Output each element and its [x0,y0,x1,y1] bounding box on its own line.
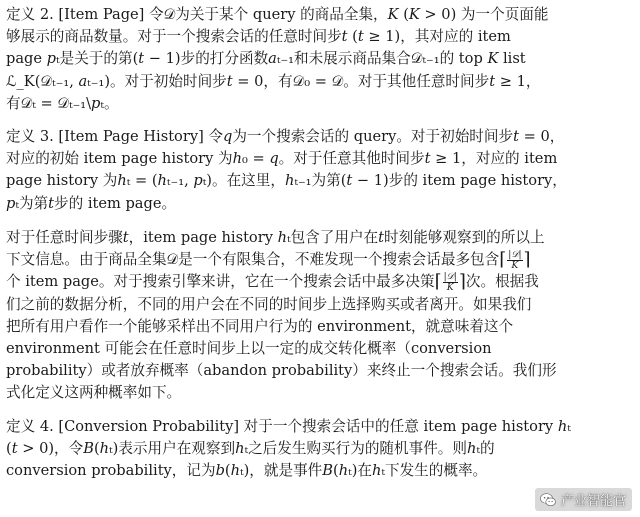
ceil-bracket: ⌈ [434,271,442,293]
definition-3 [6,126,634,215]
watermark [535,488,632,511]
paper-page [6,4,634,482]
body-line [6,271,634,293]
fraction-numerator: |𝒟| [443,271,457,282]
body-paragraph [6,227,634,405]
def2-line: ℒ_K(𝒟ₜ₋₁, 𝑎ₜ₋₁)。对于初始时间步𝑡 = 0，有𝒟₀ = 𝒟。对于其他任意时间步𝑡 ≥ 1， [6,72,541,90]
ceil-bracket: ⌉ [523,249,531,271]
fraction-numerator: |𝒟| [508,249,522,260]
def3-line: 定义 3. [Item Page History] 令𝑞为一个搜索会话的 query。对于初始时间步𝑡 = 0， [6,128,565,146]
fraction-denominator: K [511,260,519,271]
def2-line: page 𝑝ₜ是关于的第(𝑡 − 1)步的打分函数𝑎ₜ₋₁和未展示商品集合𝒟ₜ₋₁的 top 𝐾 list [6,50,526,68]
fraction-d-over-k [443,272,458,293]
def2-line: 定义 2. [Item Page] 令𝒟为关于某个 query 的商品全集，𝐾 (𝐾 > 0) 为一个页面能 [6,6,549,23]
definition-2 [6,4,634,115]
wechat-icon [539,491,557,509]
ceil-bracket: ⌉ [458,271,466,293]
body-line: probability）或者放弃概率（abandon probability）来终止一个搜索会话。我们形 [6,362,557,380]
body-line-text: 次。根据我 [465,273,539,291]
fraction-denominator: K [446,282,454,293]
ceil-bracket: ⌈ [499,249,507,271]
body-line-text: 个 item page。对于搜索引擎来讲，它在一个搜索会话中最多决策 [6,273,435,291]
def4-line: conversion probability，记为𝑏(ℎₜ)，就是事件𝐵(ℎₜ)在ℎₜ下发生的概率。 [6,462,488,480]
watermark-text: 产业智能官 [560,494,626,509]
definition-4 [6,416,634,483]
def3-line: page history 为ℎₜ = (ℎₜ₋₁, 𝑝ₜ)。在这里，ℎₜ₋₁为第(𝑡 − 1)步的 item page history， [6,172,567,190]
def2-line: 有𝒟ₜ = 𝒟ₜ₋₁\𝑝ₜ。 [6,94,119,112]
body-line: 式化定义这两种概率如下。 [6,384,182,402]
def3-line: 对应的初始 item page history 为ℎ₀ = 𝑞。对于任意其他时间步𝑡 ≥ 1，对应的 item [6,150,558,168]
body-line: 对于任意时间步骤𝑡，item page history ℎₜ包含了用户在𝑡时刻能够观察到的所以上 [6,228,545,246]
body-line: 们之前的数据分析，不同的用户会在不同的时间步上选择购买或者离开。如果我们 [6,295,532,313]
body-line: 把所有用户看作一个能够采样出不同用户行为的 environment，就意味着这个 [6,317,514,335]
def3-line: 𝑝ₜ为第𝑡步的 item page。 [6,194,177,212]
body-line [6,249,634,271]
body-line-text: 下文信息。由于商品全集𝒟是一个有限集合，不难发现一个搜索会话最多包含 [6,251,500,269]
def4-line: (𝑡 > 0)，令𝐵(ℎₜ)表示用户在观察到ℎₜ之后发生购买行为的随机事件。则ℎₜ的 [6,439,495,457]
def2-line: 够展示的商品数量。对于一个搜索会话的任意时间步𝑡 (𝑡 ≥ 1)，其对应的 item [6,28,511,46]
def4-line: 定义 4. [Conversion Probability] 对于一个搜索会话中的任意 item page history ℎₜ [6,417,571,435]
body-line: environment 可能会在任意时间步上以一定的成交转化概率（conversion [6,340,492,358]
fraction-d-over-k [507,250,522,271]
